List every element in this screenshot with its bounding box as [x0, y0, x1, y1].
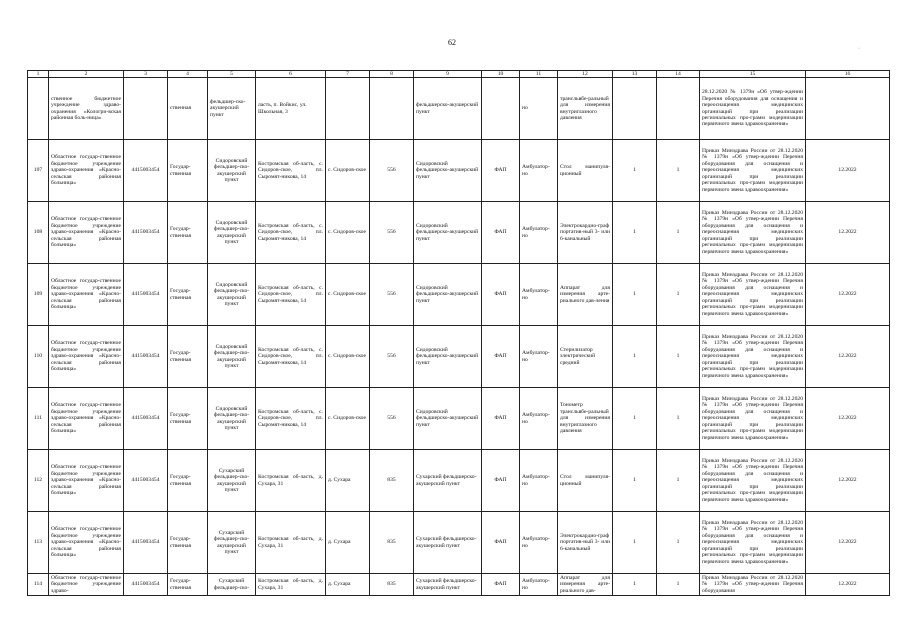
cell-org: Областное государ-ственное бюджетное учреждение здраво-охранения «Красно-сельская районная больница»	[49, 264, 124, 326]
cell-locality: д. Сухара	[326, 512, 370, 574]
table-row	[28, 574, 890, 596]
cell-ownership: Государ-ственная	[168, 264, 208, 326]
cell-date: 12.2022	[806, 450, 890, 512]
cell-inn	[124, 78, 168, 140]
cell-care: Амбулатор-но	[520, 574, 558, 596]
cell-locality: д. Сухара	[326, 574, 370, 596]
cell-date: 12.2022	[806, 264, 890, 326]
cell-qty-1: 1	[613, 574, 657, 596]
cell-equipment: Стерилизатор электрический средний	[558, 326, 613, 388]
cell-type	[482, 78, 520, 140]
column-number: 4	[168, 71, 208, 78]
cell-num: 113	[28, 512, 49, 574]
cell-ownership: Государ-ственная	[168, 140, 208, 202]
cell-qty-1	[613, 78, 657, 140]
column-number: 12	[558, 71, 613, 78]
page-number: 62	[448, 38, 456, 47]
table-row	[28, 326, 890, 388]
cell-type: ФАП	[482, 202, 520, 264]
cell-basis: Приказ Минздрава России от 28.12.2020 № 1379н «Об утвер-ждении Перечня оборудования для оснащения и переоснащения медицинских организаций при реализации региональных про-грамм модернизации первичного звена здравоохранения»	[700, 512, 806, 574]
table-row	[28, 202, 890, 264]
cell-population: 556	[370, 326, 414, 388]
column-number: 11	[520, 71, 558, 78]
cell-care: Амбулатор-но	[520, 450, 558, 512]
cell-facility: Сидоровский фельдшерско-акушерский пункт	[414, 202, 482, 264]
cell-unit: Сидоровский фельдшер-ско-акушерский пункт	[208, 264, 256, 326]
column-number: 7	[326, 71, 370, 78]
cell-locality: с. Сидоров-ское	[326, 264, 370, 326]
column-number: 15	[700, 71, 806, 78]
cell-address: Костромская об-ласть, д. Сухара, 31	[256, 574, 326, 596]
column-number: 13	[613, 71, 657, 78]
cell-type: ФАП	[482, 450, 520, 512]
cell-qty-2: 1	[657, 202, 700, 264]
cell-care: Амбулатор-но	[520, 202, 558, 264]
cell-org: Областное государ-ственное бюджетное учреждение здраво-охранения «Красно-сельская районная больница»	[49, 202, 124, 264]
cell-num: 108	[28, 202, 49, 264]
cell-care: Амбулатор-но	[520, 140, 558, 202]
cell-date: 12.2022	[806, 388, 890, 450]
cell-unit: Сидоровский фельдшер-ско-акушерский пункт	[208, 326, 256, 388]
cell-address: Костромская об-ласть, с. Сидоров-ское, пл. Сыромят-никова, 14	[256, 140, 326, 202]
cell-equipment: Электрокардио-граф портатив-ный 3- или 6-канальный	[558, 202, 613, 264]
cell-qty-1: 1	[613, 140, 657, 202]
cell-date: 12.2022	[806, 140, 890, 202]
column-number: 9	[414, 71, 482, 78]
column-number-row	[28, 71, 890, 78]
cell-qty-1: 1	[613, 202, 657, 264]
cell-inn: 4415003454	[124, 512, 168, 574]
column-number: 8	[370, 71, 414, 78]
cell-org: Областное государ-ственное бюджетное учреждение здраво-охранения «Красно-сельская районная больница»	[49, 512, 124, 574]
cell-org: ственное бюджетное учреждение здраво-охранения «Кологри-вская районная боль-ница»	[49, 78, 124, 140]
cell-population: 556	[370, 202, 414, 264]
cell-locality: с. Сидоров-ское	[326, 388, 370, 450]
cell-num: 114	[28, 574, 49, 596]
cell-date	[806, 78, 890, 140]
cell-facility: фельдшерско-акушерский пункт	[414, 78, 482, 140]
cell-unit: Сидоровский фельдшер-ско-акушерский пункт	[208, 388, 256, 450]
cell-ownership: Государ-ственная	[168, 388, 208, 450]
cell-facility: Сухарский фельдшерско-акушерский пункт	[414, 512, 482, 574]
cell-care: но	[520, 78, 558, 140]
cell-qty-2: 1	[657, 450, 700, 512]
cell-ownership: Государ-ственная	[168, 574, 208, 596]
cell-unit: Сухарский фельдшер-ско-акушерский пункт	[208, 512, 256, 574]
cell-type: ФАП	[482, 140, 520, 202]
cell-equipment: трансльвбе-ральный для измерения внутриглазного давления	[558, 78, 613, 140]
cell-ownership: Государ-ственная	[168, 512, 208, 574]
cell-equipment: Аппарат для измерения арте-риального дав-ления	[558, 264, 613, 326]
cell-address: Костромская об-ласть, с. Сидоров-ское, пл. Сыромят-никова, 14	[256, 202, 326, 264]
cell-facility: Сидоровский фельдшерско-акушерский пункт	[414, 264, 482, 326]
cell-address: Костромская об-ласть, д. Сухара, 31	[256, 450, 326, 512]
column-number: 16	[806, 71, 890, 78]
table-row	[28, 388, 890, 450]
cell-population: 835	[370, 574, 414, 596]
cell-facility: Сидоровский фельдшерско-акушерский пункт	[414, 388, 482, 450]
cell-population: 556	[370, 388, 414, 450]
cell-type: ФАП	[482, 574, 520, 596]
cell-unit: фельдшер-ско-акушерский пункт	[208, 78, 256, 140]
column-number: 14	[657, 71, 700, 78]
cell-unit: Сухарский фельдшер-ско-акушерский пункт	[208, 450, 256, 512]
column-number: 10	[482, 71, 520, 78]
cell-basis: Приказ Минздрава России от 28.12.2020 № 1379н «Об утвер-ждении Перечня оборудования	[700, 574, 806, 596]
cell-population: 835	[370, 450, 414, 512]
cell-org: Областное государ-ственное бюджетное учреждение здраво-охранения «Красно-сельская районная больница»	[49, 140, 124, 202]
cell-num: 112	[28, 450, 49, 512]
cell-address: Костромская об-ласть, с. Сидоров-ское, пл. Сыромят-никова, 14	[256, 326, 326, 388]
cell-facility: Сидоровский фельдшерско-акушерский пункт	[414, 140, 482, 202]
cell-locality	[326, 78, 370, 140]
cell-type: ФАП	[482, 264, 520, 326]
cell-locality: с. Сидоров-ское	[326, 202, 370, 264]
cell-unit: Сидоровский фельдшер-ско-акушерский пункт	[208, 202, 256, 264]
cell-date: 12.2022	[806, 202, 890, 264]
cell-qty-1: 1	[613, 512, 657, 574]
table-row	[28, 450, 890, 512]
cell-type: ФАП	[482, 512, 520, 574]
column-number: 3	[124, 71, 168, 78]
cell-inn: 4415003454	[124, 202, 168, 264]
cell-qty-2: 1	[657, 574, 700, 596]
cell-num: 109	[28, 264, 49, 326]
cell-facility: Сухарский фельдшерско-акушерский пункт	[414, 574, 482, 596]
cell-num: 111	[28, 388, 49, 450]
cell-org: Областное государ-ственное бюджетное учреждение здраво-охранения «Красно-сельская районная больница»	[49, 326, 124, 388]
cell-qty-1: 1	[613, 326, 657, 388]
cell-basis: 28.12.2020 № 1379н «Об утвер-ждении Перечня оборудования для оснащения и переоснащения медицинских организаций при реализации региональных про-грамм модернизации первичного звена здравоохранения»	[700, 78, 806, 140]
cell-inn: 4415003454	[124, 264, 168, 326]
cell-qty-2: 1	[657, 512, 700, 574]
cell-num: 110	[28, 326, 49, 388]
cell-inn: 4415003454	[124, 326, 168, 388]
cell-inn: 4415003454	[124, 574, 168, 596]
cell-inn: 4415003454	[124, 140, 168, 202]
cell-qty-2: 1	[657, 140, 700, 202]
cell-population: 835	[370, 512, 414, 574]
cell-unit: Сидоровский фельдшер-ско-акушерский пункт	[208, 140, 256, 202]
cell-equipment: Тонометр трансльвбе-ральный для измерения внутриглазного давления	[558, 388, 613, 450]
cell-facility: Сухарский фельдшерско-акушерский пункт	[414, 450, 482, 512]
cell-qty-2: 1	[657, 264, 700, 326]
cell-care: Амбулатор-но	[520, 264, 558, 326]
cell-facility: Сидоровский фельдшерско-акушерский пункт	[414, 326, 482, 388]
cell-ownership: ственная	[168, 78, 208, 140]
cell-address: Костромская об-ласть, с. Сидоров-ское, пл. Сыромят-никова, 14	[256, 388, 326, 450]
cell-population: 556	[370, 264, 414, 326]
cell-address: ласть, п. Войкис, ул. Школьная, 3	[256, 78, 326, 140]
cell-date: 12.2022	[806, 512, 890, 574]
cell-locality: д. Сухара	[326, 450, 370, 512]
cell-qty-2: 1	[657, 326, 700, 388]
continued-row	[28, 78, 890, 140]
table-row	[28, 512, 890, 574]
cell-org: Областное государ-ственное бюджетное учреждение здраво-охранения «Красно-сельская районная больница»	[49, 450, 124, 512]
table-row	[28, 140, 890, 202]
page-mark: ·	[858, 46, 860, 52]
cell-address: Костромская об-ласть, д. Сухара, 31	[256, 512, 326, 574]
cell-population	[370, 78, 414, 140]
cell-care: Амбулатор-но	[520, 326, 558, 388]
cell-care: Амбулатор-но	[520, 388, 558, 450]
cell-basis: Приказ Минздрава России от 28.12.2020 № 1379н «Об утвер-ждении Перечня оборудования для оснащения и переоснащения медицинских организаций при реализации региональных про-грамм модернизации первичного звена здравоохранения»	[700, 264, 806, 326]
cell-ownership: Государ-ственная	[168, 326, 208, 388]
cell-qty-1: 1	[613, 450, 657, 512]
table-row	[28, 264, 890, 326]
column-number: 5	[208, 71, 256, 78]
cell-equipment: Электрокардио-граф портатив-ный 3- или 6-канальный	[558, 512, 613, 574]
cell-basis: Приказ Минздрава России от 28.12.2020 № 1379н «Об утвер-ждении Перечня оборудования для оснащения и переоснащения медицинских организаций при реализации региональных про-грамм модернизации первичного звена здравоохранения»	[700, 450, 806, 512]
cell-date: 12.2022	[806, 574, 890, 596]
column-number: 2	[49, 71, 124, 78]
cell-inn: 4415003454	[124, 388, 168, 450]
cell-ownership: Государ-ственная	[168, 202, 208, 264]
cell-inn: 4415003454	[124, 450, 168, 512]
cell-basis: Приказ Минздрава России от 28.12.2020 № 1379н «Об утвер-ждении Перечня оборудования для оснащения и переоснащения медицинских организаций при реализации региональных про-грамм модернизации первичного звена здравоохранения»	[700, 388, 806, 450]
cell-population: 556	[370, 140, 414, 202]
cell-num: 107	[28, 140, 49, 202]
cell-org: Областное государ-ственное бюджетное учреждение здраво-охранения «Красно-сельская районная больница»	[49, 388, 124, 450]
cell-qty-2	[657, 78, 700, 140]
cell-locality: с. Сидоров-ское	[326, 140, 370, 202]
cell-locality: с. Сидоров-ское	[326, 326, 370, 388]
cell-unit: Сухарский фельдшер-ско-	[208, 574, 256, 596]
cell-equipment: Стол манипуля-ционный	[558, 140, 613, 202]
cell-ownership: Государ-ственная	[168, 450, 208, 512]
cell-org: Областное государ-ственное бюджетное учреждение здраво-	[49, 574, 124, 596]
cell-qty-1: 1	[613, 264, 657, 326]
column-number: 6	[256, 71, 326, 78]
cell-date: 12.2022	[806, 326, 890, 388]
equipment-table	[27, 70, 890, 596]
cell-basis: Приказ Минздрава России от 28.12.2020 № 1379н «Об утвер-ждении Перечня оборудования для оснащения и переоснащения медицинских организаций при реализации региональных про-грамм модернизации первичного звена здравоохранения»	[700, 202, 806, 264]
cell-equipment: Аппарат для измерения арте-риального дав-	[558, 574, 613, 596]
cell-type: ФАП	[482, 388, 520, 450]
cell-qty-1: 1	[613, 388, 657, 450]
cell-type: ФАП	[482, 326, 520, 388]
cell-address: Костромская об-ласть, с. Сидоров-ское, пл. Сыромят-никова, 14	[256, 264, 326, 326]
cell-basis: Приказ Минздрава России от 28.12.2020 № 1379н «Об утвер-ждении Перечня оборудования для оснащения и переоснащения медицинских организаций при реализации региональных про-грамм модернизации первичного звена здравоохранения»	[700, 326, 806, 388]
cell-basis: Приказ Минздрава России от 28.12.2020 № 1379н «Об утвер-ждении Перечня оборудования для оснащения и переоснащения медицинских организаций при реализации региональных про-грамм модернизации первичного звена здравоохранения»	[700, 140, 806, 202]
cell-care: Амбулатор-но	[520, 512, 558, 574]
cell-equipment: Стол манипуля-ционный	[558, 450, 613, 512]
column-number: 1	[28, 71, 49, 78]
cell-num	[28, 78, 49, 140]
cell-qty-2: 1	[657, 388, 700, 450]
